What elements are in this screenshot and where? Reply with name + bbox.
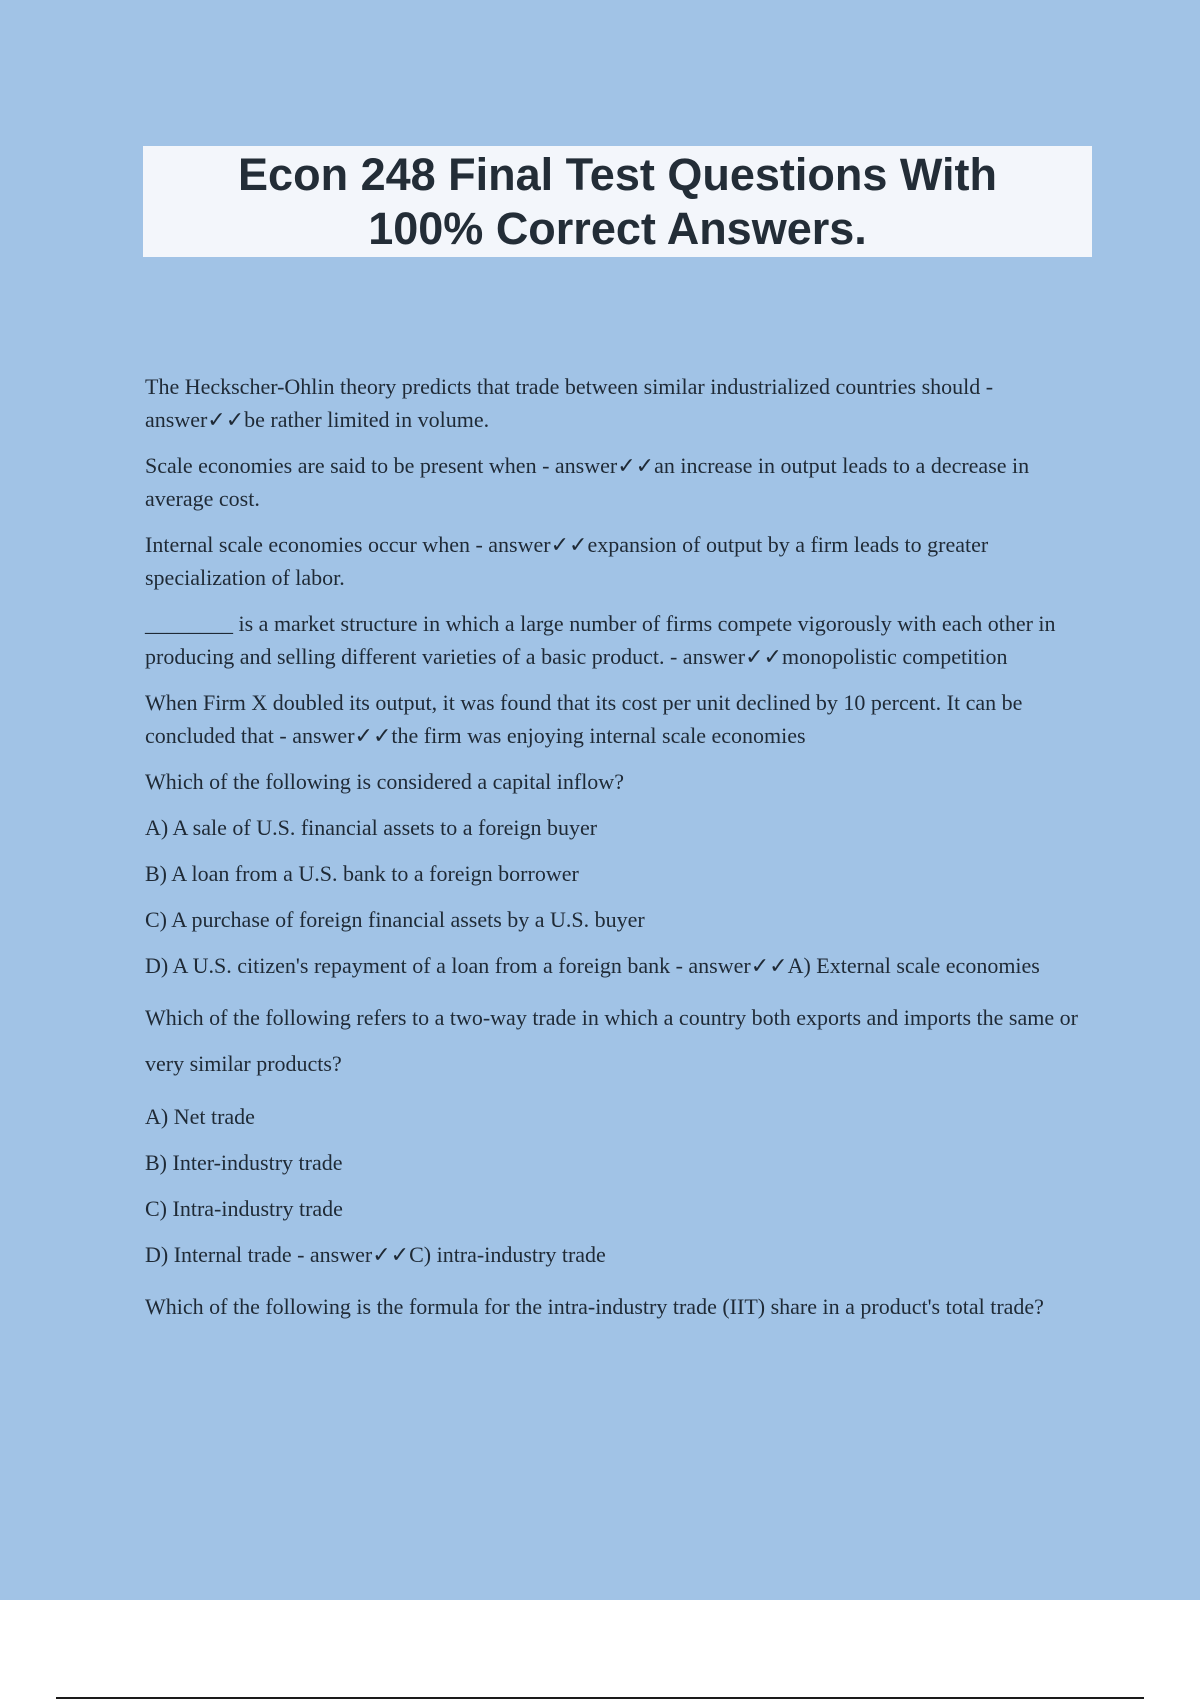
qa-entry-internal-scale: Internal scale economies occur when - answer✓✓expansion of output by a firm leads to greater specialization of labor. <box>145 532 989 590</box>
qa-entry-heckscher-ohlin: The Heckscher-Ohlin theory predicts that trade between similar industrialized countries should - answer✓✓be rather limited in volume. <box>145 374 994 432</box>
qa-entry-scale-economies: Scale economies are said to be present when - answer✓✓an increase in output leads to a decrease in average cost. <box>145 453 1030 511</box>
option-d-answer: D) A U.S. citizen's repayment of a loan from a foreign bank - answer✓✓A) External scale economies <box>145 953 1040 978</box>
option-a: A) Net trade <box>145 1104 255 1129</box>
option-c: C) Intra-industry trade <box>145 1196 343 1221</box>
qa-content <box>145 370 1090 1343</box>
option-c: C) A purchase of foreign financial assets by a U.S. buyer <box>145 907 645 932</box>
option-a: A) A sale of U.S. financial assets to a foreign buyer <box>145 815 598 840</box>
option-b: B) Inter-industry trade <box>145 1150 343 1175</box>
question-two-way-trade: Which of the following refers to a two-way trade in which a country both exports and imports the same or very similar products? <box>145 1005 1078 1076</box>
option-d-answer: D) Internal trade - answer✓✓C) intra-industry trade <box>145 1242 606 1267</box>
document-title: Econ 248 Final Test Questions With 100% Correct Answers. <box>238 148 997 254</box>
option-b: B) A loan from a U.S. bank to a foreign borrower <box>145 861 579 886</box>
title-banner <box>143 146 1092 257</box>
question-capital-inflow: Which of the following is considered a capital inflow? <box>145 769 624 794</box>
qa-entry-monopolistic: ________ is a market structure in which a large number of firms compete vigorously with each other in producing and selling different varieties of a basic product. - answer✓✓monopolistic competition <box>145 611 1056 669</box>
question-iit-formula: Which of the following is the formula for the intra-industry trade (IIT) share in a product's total trade? <box>145 1294 1044 1319</box>
qa-entry-firm-x: When Firm X doubled its output, it was found that its cost per unit declined by 10 percent. It can be concluded that - answer✓✓the firm was enjoying internal scale economies <box>145 690 1023 748</box>
footer-rule <box>56 1697 1144 1699</box>
